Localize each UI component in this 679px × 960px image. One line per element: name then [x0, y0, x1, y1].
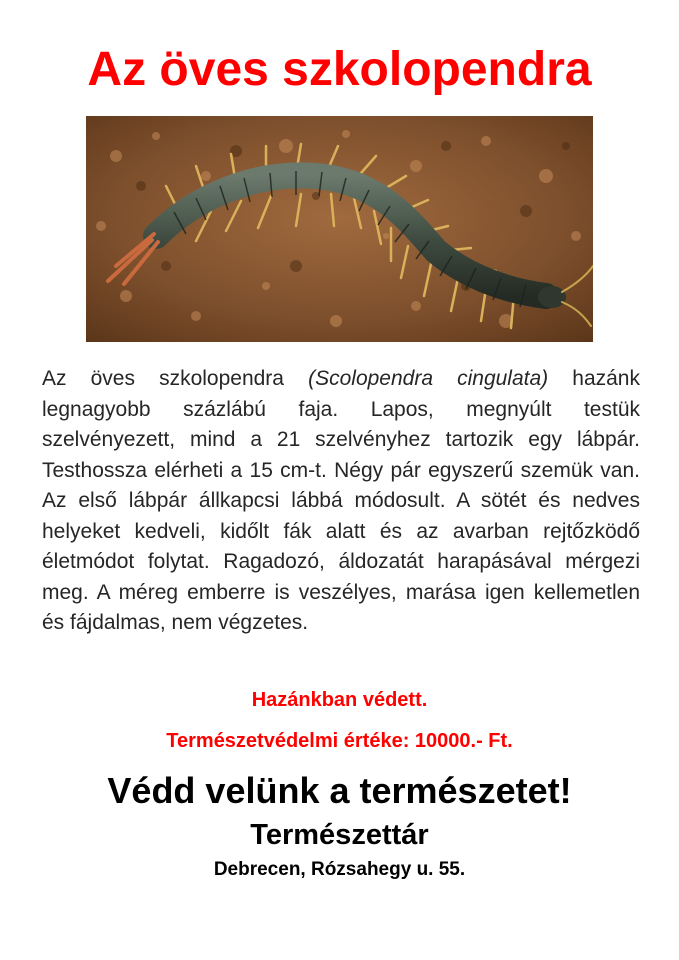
conservation-value: Természetvédelmi értéke: 10000.- Ft. [166, 730, 513, 752]
description-intro: Az öves szkolopendra [42, 367, 309, 390]
organization-name: Természettár [250, 819, 429, 851]
description-paragraph [42, 364, 640, 639]
centipede-photo [86, 116, 593, 342]
scientific-name: (Scolopendra cingulata) [308, 367, 549, 390]
organization-address: Debrecen, Rózsahegy u. 55. [213, 859, 466, 880]
protected-status: Hazánkban védett. [251, 689, 428, 711]
slogan: Védd velünk a természetet! [107, 770, 572, 811]
description-rest: hazánk legnagyobb százlábú faja. Lapos, megnyúlt testük szelvényezett, mind a 21 szelvényhez tartozik egy lábpár. Testhossza elérheti a 15 cm-t. Négy pár egyszerű szemük van. Az első lábpár állkapcsi lábbá módosult. A sötét és nedves helyeket kedveli, kidőlt fák alatt és az avarban rejtőzködő életmódot folytat. Ragadozó, áldozatát harapásával mérgezi meg. A méreg emberre is veszélyes, marása igen kellemetlen és fájdalmas, nem végzetes. [42, 367, 640, 634]
poster-title: Az öves szkolopendra [87, 43, 592, 96]
